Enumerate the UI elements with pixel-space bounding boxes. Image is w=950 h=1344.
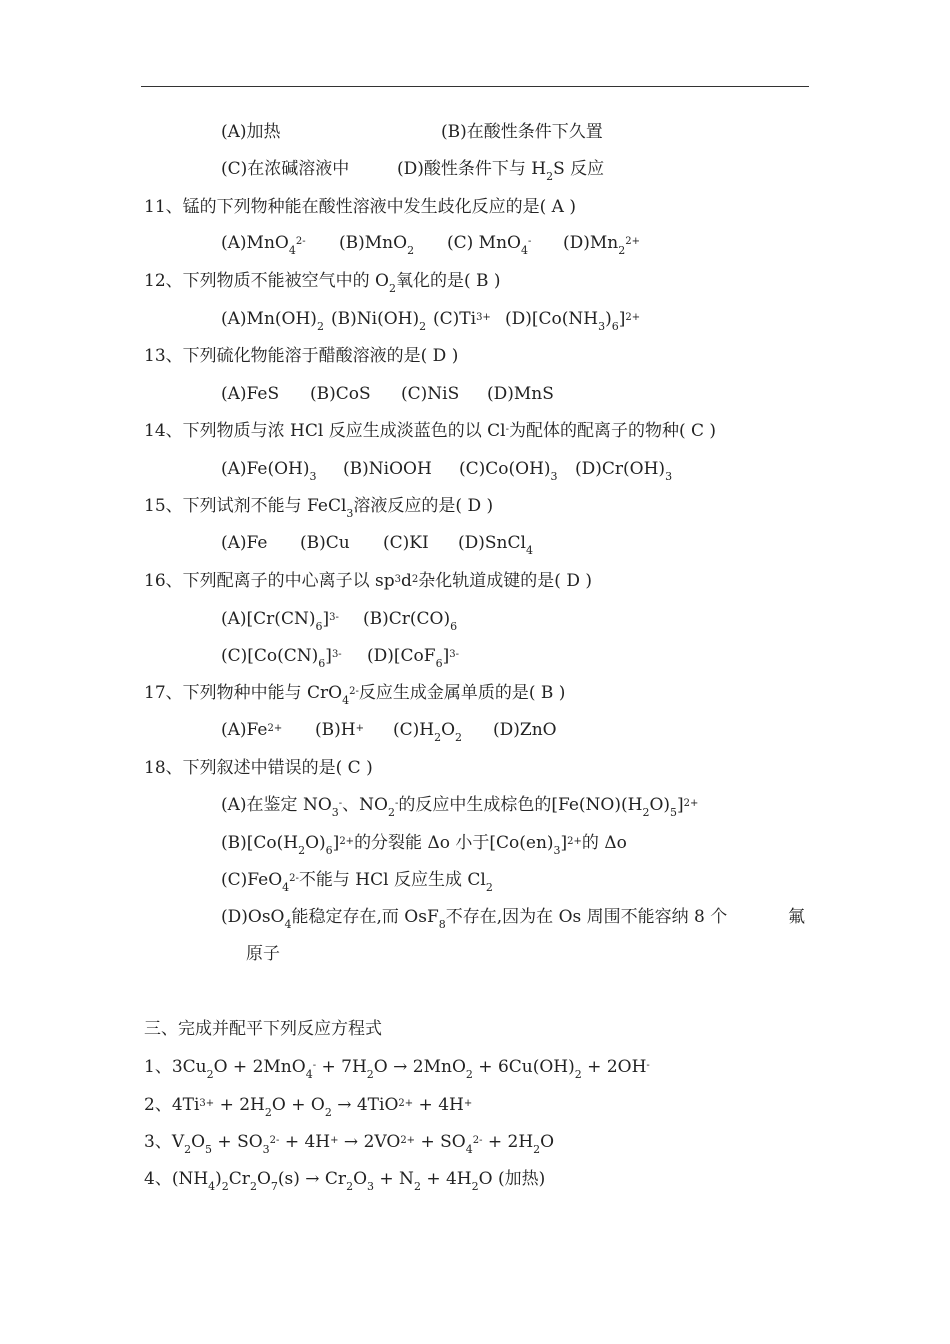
option-text: ) [605,309,612,329]
option-text: ] [560,833,568,853]
subscript: 2 [434,731,442,744]
eq-text: + 4H [413,1095,464,1115]
section-3-heading [144,1018,382,1040]
subscript: 2 [642,806,650,819]
superscript: 3- [449,649,459,660]
eq-text: (s) → Cr [277,1169,347,1189]
eq-text: O [353,1169,367,1189]
superscript: 2+ [400,1135,416,1146]
subscript: 3 [346,507,354,520]
q18-option-d [221,906,727,930]
superscript: - [338,798,343,809]
option-text: (A)MnO [221,233,289,253]
subscript: 6 [325,844,333,857]
superscript: - [312,1060,317,1071]
equation-1 [144,1056,650,1081]
q14-stem [144,420,716,445]
option-text: (D)Cr(OH) [575,459,666,479]
subscript: 4 [342,694,350,707]
question-text: 杂化轨道成键的是( D ) [418,571,592,591]
subscript: 4 [208,1180,216,1193]
q11-option-d [563,232,640,257]
superscript: - [527,236,532,247]
q13-option-a: (A)FeS [221,384,280,404]
option-text: (D)[Co(NH [505,309,599,329]
subscript: 2 [413,1180,421,1193]
subscript: 6 [315,620,323,633]
question-text: 氧化的是( B ) [395,271,501,291]
q14-option-c [459,458,558,482]
subscript: 2 [206,1068,214,1081]
superscript: 2+ [339,836,355,847]
q16-option-c [221,645,342,670]
q10-option-c [221,158,349,180]
q13-option-d: (D)MnS [487,384,554,404]
q14-option-a [221,458,317,482]
q18-stem [144,757,373,779]
option-text: (D)酸性条件下与 H [397,159,547,179]
superscript: - [394,798,399,809]
q16-option-d [367,645,459,670]
eq-text: O + O [271,1095,325,1115]
eq-text: + 6Cu(OH) [472,1057,575,1077]
option-text: 不存在,因为在 Os 周围不能容纳 8 个 [445,907,728,927]
subscript: 2 [221,1180,229,1193]
option-text: 的分裂能 Δo 小于[Co(en) [354,833,554,853]
eq-text: + 4H [420,1169,472,1189]
q15-stem [144,495,493,519]
subscript: 3 [262,1143,270,1156]
option-text: (D)[CoF [367,646,436,666]
superscript: 2+ [625,236,640,247]
option-text: (A)Fe [221,720,268,740]
question-text: 12、下列物质不能被空气中的 O [144,271,389,291]
subscript: 3 [553,844,561,857]
option-text: 原子 [246,944,280,964]
subscript: 2 [546,170,554,183]
subscript: 2 [298,844,306,857]
superscript: + [463,1098,473,1109]
option-text: ] [332,833,340,853]
superscript: 2- [349,686,359,697]
question-text: 反应生成金属单质的是( B ) [358,683,566,703]
q12-option-c [433,308,491,333]
q18-option-c [221,869,493,894]
superscript: 2- [289,873,299,884]
option-text: (A)Fe(OH) [221,459,310,479]
subscript: 2 [387,806,395,819]
subscript: 2 [388,282,396,295]
subscript: 4 [520,244,528,257]
subscript: 6 [450,620,458,633]
subscript: 4 [288,244,296,257]
q13-option-c: (C)NiS [401,384,460,404]
superscript: 3- [331,649,342,660]
option-text: (C) MnO [447,233,521,253]
superscript: 2- [269,1135,280,1146]
equation-4 [144,1168,545,1192]
subscript: 3 [550,470,558,483]
question-text: 18、下列叙述中错误的是( C ) [144,758,373,778]
eq-text: 1、3Cu [144,1057,207,1077]
subscript: 3 [598,320,606,333]
superscript: 2+ [267,723,283,734]
option-text: (C)H [393,720,435,740]
eq-text: + SO [212,1132,263,1152]
q15-option-b: (B)Cu [300,533,350,553]
option-text: (A)加热 [221,122,281,142]
subscript: 4 [305,1068,313,1081]
subscript: 3 [367,1180,374,1193]
subscript: 2 [455,731,463,744]
subscript: 3 [331,806,339,819]
superscript: 2+ [398,1098,414,1109]
option-text: (B)在酸性条件下久置 [441,122,603,142]
equation-2 [144,1094,472,1119]
eq-text: + 4H [279,1132,331,1152]
q12-stem [144,270,501,294]
header-rule [141,86,809,87]
subscript: 2 [264,1106,272,1119]
option-text: (A)Mn(OH) [221,309,317,329]
option-text: O) [649,795,671,815]
superscript: + [355,723,364,734]
subscript: 4 [465,1143,473,1156]
subscript: 3 [665,470,673,483]
option-text: (D)OsO [221,907,285,927]
eq-text: O → 2MnO [373,1057,466,1077]
q10-option-a [221,121,281,143]
q15-option-d [458,532,533,556]
option-text: O [441,720,456,740]
question-text: 16、下列配离子的中心离子以 sp [144,571,395,591]
q16-option-a [221,608,339,633]
subscript: 2 [471,1180,479,1193]
eq-text: O (加热) [478,1169,546,1189]
eq-text: → 4TiO [331,1095,399,1115]
q11-option-c [447,232,531,257]
eq-text: Cr [228,1169,250,1189]
option-text: 能稳定存在,而 OsF [291,907,439,927]
eq-text: O [256,1169,271,1189]
eq-text: + 2OH [581,1057,647,1077]
q10-option-b [441,121,603,143]
q18-option-b [221,832,627,857]
q17-stem [144,682,565,707]
option-text: ] [618,309,626,329]
q13-option-b: (B)CoS [310,384,371,404]
superscript: 2- [295,236,306,247]
subscript: 4 [284,918,292,931]
superscript: 2+ [683,798,699,809]
option-text: ] [325,646,332,666]
option-text: (D)Mn [563,233,619,253]
subscript: 2 [419,320,427,333]
eq-text: + 2H [482,1132,534,1152]
subscript: 2 [485,881,493,894]
superscript: 3+ [476,312,491,323]
q10-option-d [397,158,604,182]
superscript: + [330,1135,339,1146]
subscript: 8 [438,918,446,931]
subscript: 4 [525,544,533,557]
question-text: 13、下列硫化物能溶于醋酸溶液的是( D ) [144,346,459,366]
heading-text: 三、完成并配平下列反应方程式 [144,1019,382,1039]
subscript: 2 [618,244,626,257]
option-text: ] [677,795,684,815]
option-text: ] [322,609,330,629]
subscript: 7 [270,1180,278,1193]
option-text: ] [442,646,450,666]
subscript: 3 [309,470,317,483]
q18-option-d-line2 [246,943,280,965]
eq-text: 4、(NH [144,1169,209,1189]
question-text: 17、下列物种中能与 CrO [144,683,343,703]
q16-option-b [363,608,457,632]
option-text: (A)在鉴定 NO [221,795,332,815]
option-text: (A)[Cr(CN) [221,609,316,629]
q11-stem [144,196,576,218]
equation-3 [144,1131,554,1156]
q17-option-b [315,719,364,744]
q14-option-b: (B)NiOOH [343,459,432,479]
q12-option-d [505,308,640,333]
option-text: O) [305,833,326,853]
option-text: 的反应中生成棕色的[Fe(NO)(H [398,795,643,815]
q11-option-b [339,232,414,256]
q12-option-a [221,308,324,332]
subscript: 2 [465,1068,473,1081]
subscript: 2 [316,320,324,333]
option-text: (B)[Co(H [221,833,299,853]
eq-text: ) [215,1169,222,1189]
q18-option-d-tail [788,906,805,928]
eq-text: + SO [415,1132,466,1152]
eq-text: O + 2MnO [213,1057,306,1077]
subscript: 4 [282,881,290,894]
superscript: 2- [472,1135,483,1146]
option-text: 不能与 HCl 反应生成 Cl [298,870,486,890]
option-text: 氟 [788,907,805,927]
subscript: 6 [318,657,326,670]
eq-text: + 2H [214,1095,265,1115]
question-text: d [401,571,412,591]
subscript: 5 [670,806,678,819]
question-text: 11、锰的下列物种能在酸性溶液中发生歧化反应的是( A ) [144,197,576,217]
q17-option-c [393,719,462,743]
q12-option-b [331,308,426,332]
subscript: 2 [366,1068,374,1081]
option-text: (B)MnO [339,233,408,253]
eq-text: + 7H [316,1057,367,1077]
subscript: 2 [249,1180,257,1193]
subscript: 2 [346,1180,354,1193]
q16-stem [144,570,592,595]
eq-text: → 2VO [338,1132,401,1152]
eq-text: + N [374,1169,414,1189]
subscript: 2 [574,1068,582,1081]
option-text: (C)Ti [433,309,477,329]
option-text: (D)SnCl [458,533,526,553]
eq-text: 3、V [144,1132,185,1152]
q13-stem [144,345,458,367]
q14-option-d [575,458,672,482]
q15-option-c: (C)KI [383,533,429,553]
option-text: (C)在浓碱溶液中 [221,159,350,179]
superscript: - [505,424,509,435]
question-text: 溶液反应的是( D ) [353,496,494,516]
superscript: 3- [329,612,339,623]
q11-option-a [221,232,306,257]
option-text: S 反应 [553,159,605,179]
superscript: 3+ [199,1098,215,1109]
option-text: (C)Co(OH) [459,459,551,479]
eq-text: 2、4Ti [144,1095,200,1115]
q15-option-a: (A)Fe [221,533,268,553]
subscript: 2 [533,1143,541,1156]
option-text: (C)FeO [221,870,283,890]
question-text: 为配体的配离子的物种( C ) [508,421,717,441]
option-text: (B)Cr(CO) [363,609,451,629]
q17-option-d: (D)ZnO [493,720,557,740]
subscript: 2 [324,1106,332,1119]
subscript: 2 [407,244,415,257]
superscript: 2+ [625,312,641,323]
eq-text: O [540,1132,555,1152]
subscript: 6 [611,320,619,333]
option-text: (C)[Co(CN) [221,646,319,666]
q17-option-a [221,719,282,744]
question-text: 14、下列物质与浓 HCl 反应生成淡蓝色的以 Cl [144,421,506,441]
subscript: 6 [435,657,443,670]
option-text: 的 Δo [581,833,627,853]
option-text: 、NO [342,795,388,815]
option-text: (B)H [315,720,356,740]
superscript: 2+ [567,836,582,847]
eq-text: O [191,1132,206,1152]
superscript: 2 [411,574,419,585]
q18-option-a [221,794,698,819]
subscript: 5 [205,1143,213,1156]
superscript: - [646,1060,650,1071]
option-text: (B)Ni(OH) [331,309,420,329]
question-text: 15、下列试剂不能与 FeCl [144,496,347,516]
subscript: 2 [184,1143,192,1156]
superscript: 3 [394,574,402,585]
